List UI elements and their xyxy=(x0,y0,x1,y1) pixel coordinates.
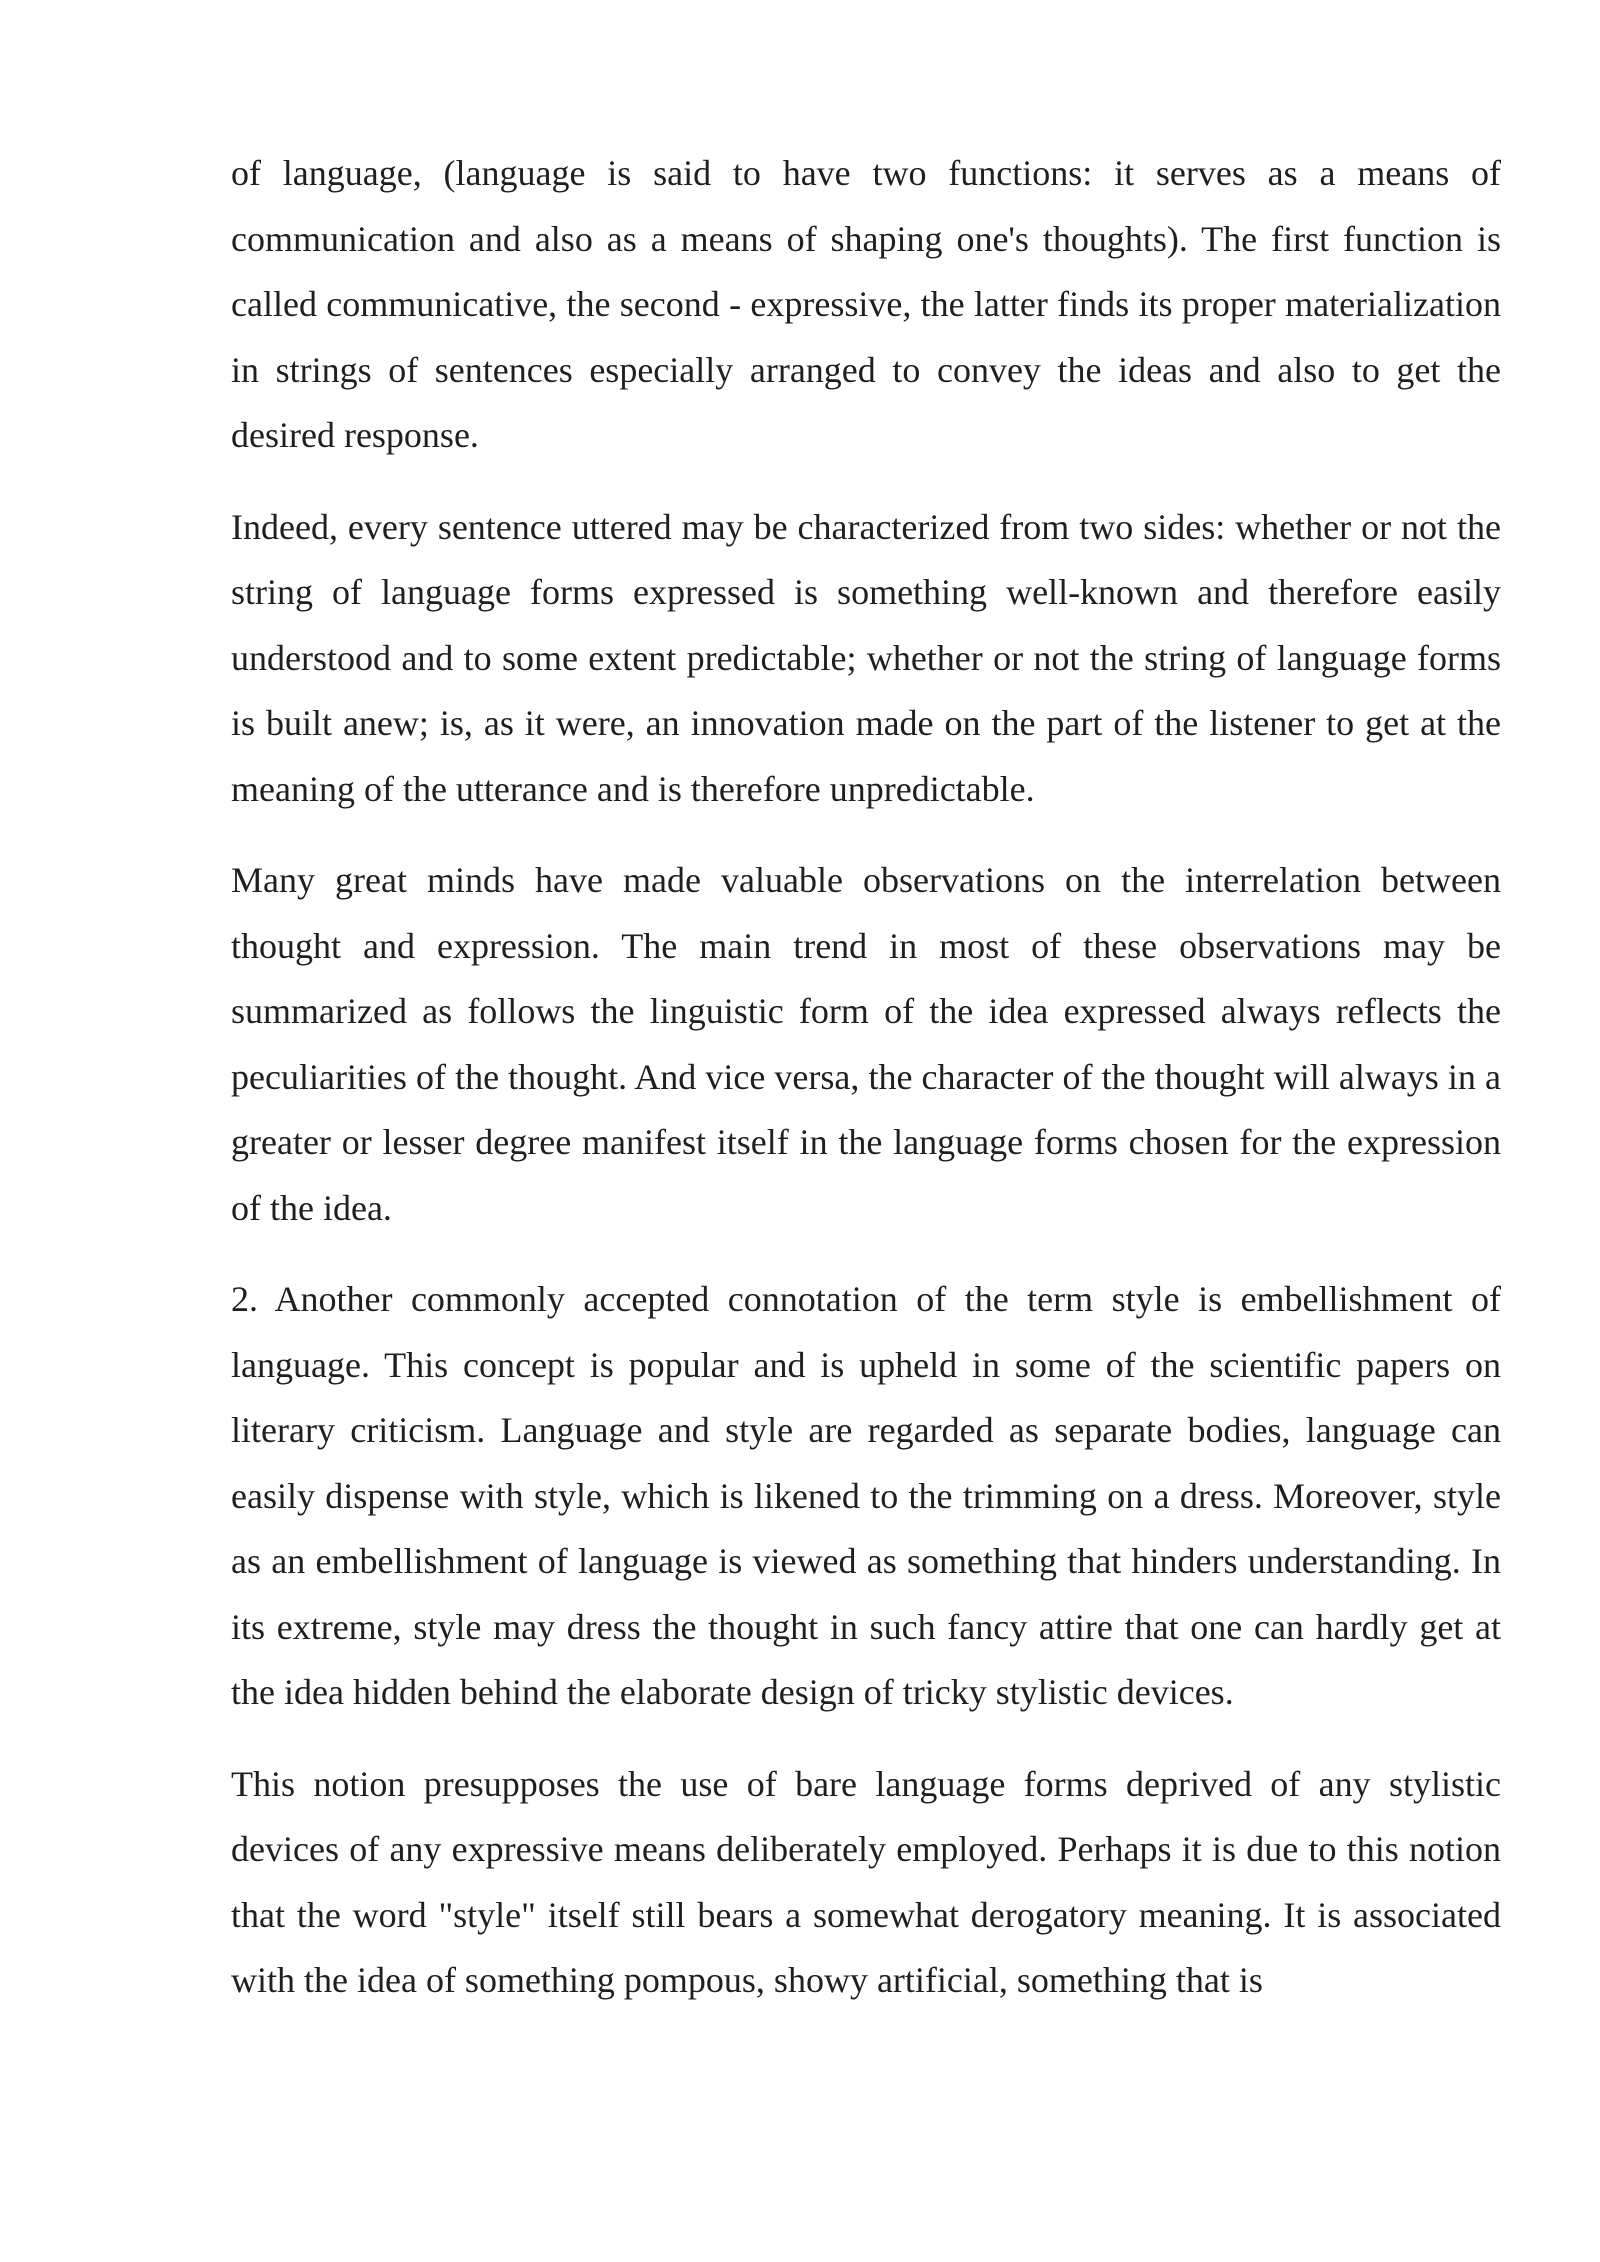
paragraph-bare-language-forms: This notion presupposes the use of bare language forms deprived of any stylistic devices of any expressive means deliberately employed. Perhaps it is due to this notion that the word "style" itself still bears a somewhat derogatory meaning. It is associated with the idea of something pompous, showy artificial, something that is xyxy=(231,1763,1501,2000)
paragraph-sentence-characterization: Indeed, every sentence uttered may be characterized from two sides: whether or not the string of language forms expressed is something well-known and therefore easily understood and to some extent predictable; whether or not the string of language forms is built anew; is, as it were, an innovation made on the part of the listener to get at the meaning of the utterance and is therefore unpredictable. xyxy=(231,506,1501,809)
paragraph-style-embellishment: 2. Another commonly accepted connotation of the term style is embellishment of language. This concept is popular and is upheld in some of the scientific papers on literary criticism. Language and style are regarded as separate bodies, language can easily dispense with style, which is likened to the trimming on a dress. Moreover, style as an embellishment of language is viewed as something that hinders understanding. In its extreme, style may dress the thought in such fancy attire that one can hardly get at the idea hidden behind the elaborate design of tricky stylistic devices. xyxy=(231,1279,1501,1712)
body-text xyxy=(231,141,1501,2040)
paragraph-thought-and-expression: Many great minds have made valuable observations on the interrelation between thought and expression. The main trend in most of these observations may be summarized as follows the linguistic form of the idea expressed always reflects the peculiarities of the thought. And vice versa, the character of the thought will always in a greater or lesser degree manifest itself in the language forms chosen for the expression of the idea. xyxy=(231,860,1501,1228)
paragraph-language-functions: of language, (language is said to have two functions: it serves as a means of communication and also as a means of shaping one's thoughts). The first function is called communicative, the second - expressive, the latter finds its proper materialization in strings of sentences especially arranged to convey the ideas and also to get the desired response. xyxy=(231,153,1501,455)
